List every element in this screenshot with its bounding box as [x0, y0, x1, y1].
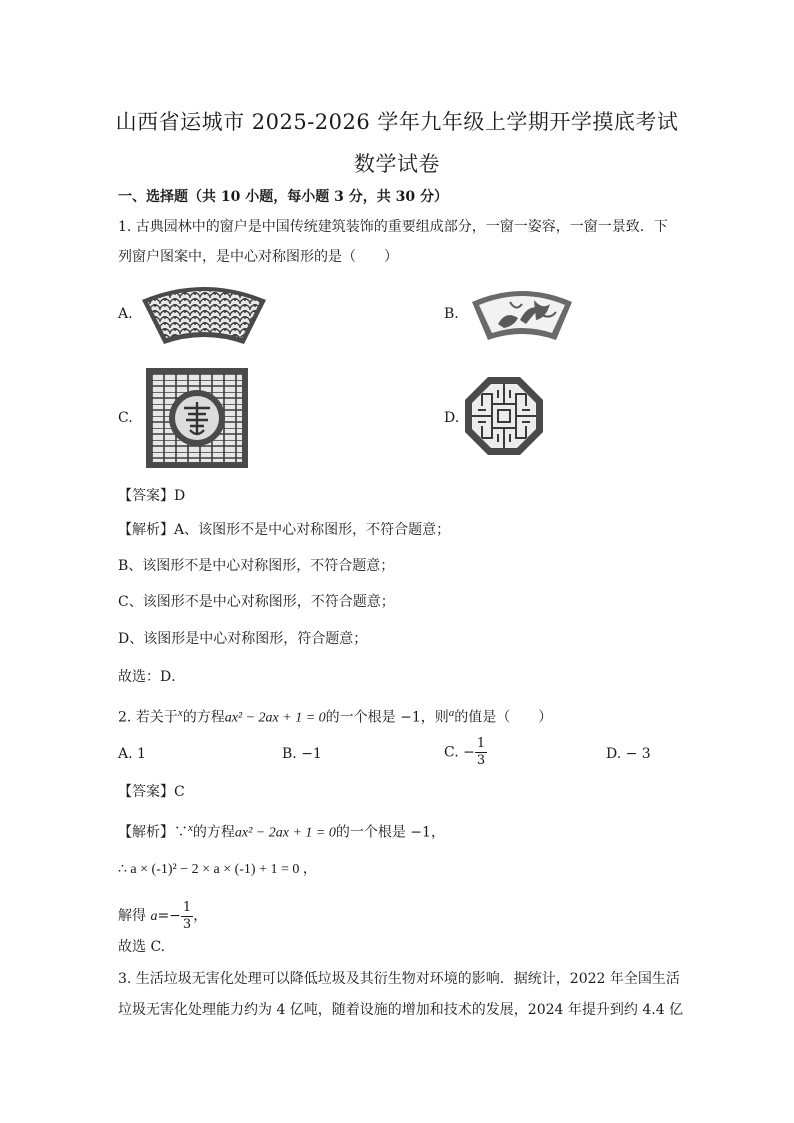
q1-option-b-label: B.: [444, 306, 459, 322]
q2-choice-c: [444, 736, 487, 769]
q2-choice-a: A. 1: [118, 746, 146, 762]
q2-equation: ax² − 2ax + 1 = 0: [224, 710, 326, 726]
q2-stem-mid: 的方程: [182, 709, 225, 726]
q2-stem-var: x: [177, 707, 183, 719]
section-heading: 一、选择题（共 10 小题，每小题 3 分，共 30 分）: [118, 189, 448, 205]
q3-line1: 3. 生活垃圾无害化处理可以降低垃圾及其衍生物对环境的影响．据统计，2022 年全国生活: [118, 971, 680, 987]
square-window-medallion-image: [146, 368, 248, 468]
q2-choice-d: D. − 3: [606, 746, 651, 762]
q2-solve-prefix: 解得: [118, 908, 151, 924]
q2-conclusion: 故选 C.: [118, 939, 166, 955]
q2-solve-var: a: [150, 909, 158, 924]
q1-analysis-b: B、该图形不是中心对称图形，不符合题意；: [118, 558, 395, 574]
q1-option-a-label: A.: [118, 306, 133, 322]
q2-stem: [118, 703, 552, 729]
q1-stem-line2: 列窗户图案中，是中心对称图形的是（ ）: [118, 249, 398, 265]
fan-window-scallop-image: [140, 286, 268, 346]
q2-stem-end: 的值是（ ）: [454, 709, 553, 726]
fan-window-carved-image: [470, 290, 574, 342]
q2-choice-c-prefix: C. −: [444, 744, 475, 761]
q2-analysis-equation: ax² − 2ax + 1 = 0: [234, 825, 336, 841]
q2-analysis-suffix: 的一个根是 −1，: [335, 824, 445, 841]
q1-conclusion: 故选：D．: [118, 669, 186, 685]
q2-choice-c-numerator: 1: [476, 736, 486, 751]
q2-choice-b: B. −1: [282, 746, 322, 762]
q2-stem-var2: a: [448, 707, 455, 719]
q2-solve-numerator: 1: [182, 899, 192, 915]
q1-analysis-c: C、该图形不是中心对称图形，不符合题意；: [118, 594, 395, 610]
q1-analysis-a: 【解析】A、该图形不是中心对称图形，不符合题意；: [118, 522, 451, 538]
q2-stem-suffix: 的一个根是 −1，则: [325, 709, 449, 726]
exam-title: 山西省运城市 2025-2026 学年九年级上学期开学摸底考试: [115, 110, 679, 134]
q2-analysis: [118, 818, 445, 844]
q2-analysis-var: x: [188, 822, 193, 834]
q2-analysis-prefix: 【解析】∵: [118, 824, 188, 841]
q2-choice-c-denominator: 3: [476, 753, 486, 768]
q2-solve-end: ，: [193, 908, 208, 924]
q1-stem-line1: 1. 古典园林中的窗户是中国传统建筑装饰的重要组成部分，一窗一姿容，一窗一景致．下: [118, 219, 668, 235]
q2-solve: [118, 896, 207, 937]
octagon-window-lattice-image: [464, 376, 544, 456]
q2-answer: 【答案】C: [118, 784, 185, 800]
q2-solve-fraction: [181, 900, 193, 933]
q2-stem-prefix: 2. 若关于: [118, 709, 178, 726]
q1-option-d-label: D.: [444, 410, 460, 426]
q2-solve-denominator: 3: [182, 916, 192, 932]
q2-solve-eq: =−: [157, 908, 181, 924]
q1-answer: 【答案】D: [118, 488, 186, 504]
q2-analysis-mid: 的方程: [192, 824, 235, 841]
q1-analysis-d: D、该图形是中心对称图形，符合题意；: [118, 631, 368, 647]
q3-line2: 垃圾无害化处理能力约为 4 亿吨，随着设施的增加和技术的发展，2024 年提升到约 4.4 亿: [118, 1002, 684, 1018]
q2-step2: ∴ a × (-1)² − 2 × a × (-1) + 1 = 0 ，: [118, 862, 317, 877]
q2-choice-c-fraction: [475, 736, 487, 769]
exam-subtitle: 数学试卷: [354, 152, 440, 176]
q1-option-c-label: C.: [118, 410, 133, 426]
